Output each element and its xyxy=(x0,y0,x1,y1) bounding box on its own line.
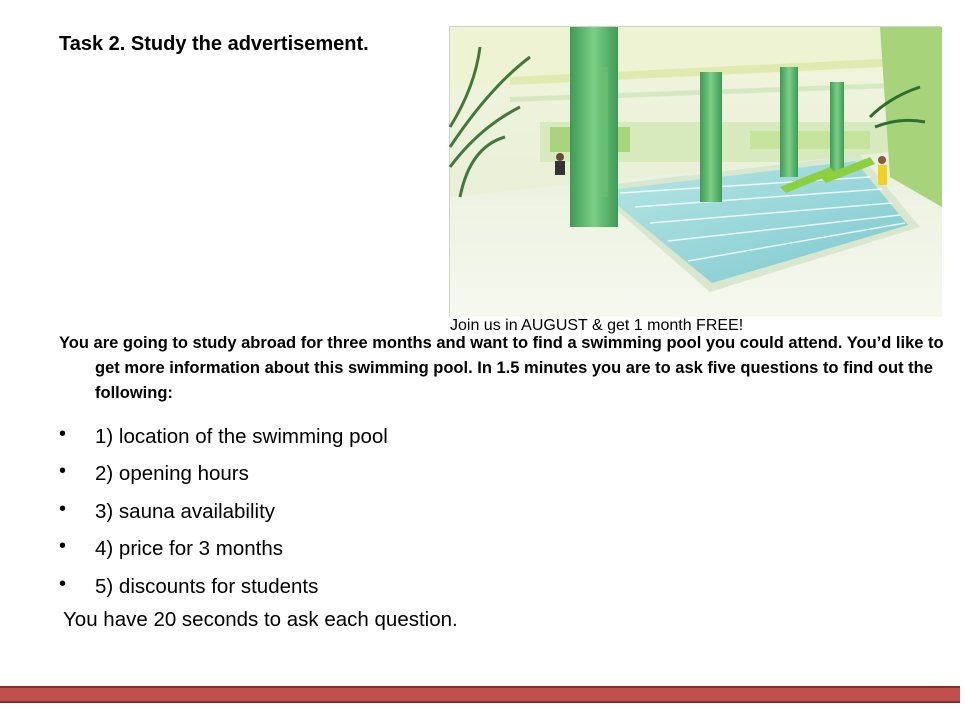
advertisement-image xyxy=(449,26,941,334)
list-item xyxy=(59,572,388,609)
task-instructions: You are going to study abroad for three months and want to find a swimming pool you could attend. You’d like to get more information about this swimming pool. In 1.5 minutes you are to ask five questions to find out the following: xyxy=(59,334,944,402)
footer-accent-bar xyxy=(0,686,960,703)
list-item-text: 1) location of the swimming pool xyxy=(95,425,388,448)
bullet-icon: • xyxy=(59,535,67,558)
list-item-text: 5) discounts for students xyxy=(95,574,319,598)
question-list xyxy=(59,422,388,609)
bullet-icon: • xyxy=(59,423,67,445)
list-item-text: 4) price for 3 months xyxy=(95,537,283,561)
list-item-text: 2) opening hours xyxy=(95,462,249,486)
bullet-icon: • xyxy=(59,497,67,520)
list-item xyxy=(59,497,388,534)
list-item xyxy=(59,534,388,571)
task-title: Task 2. Study the advertisement. xyxy=(59,33,369,55)
list-item xyxy=(59,459,388,496)
pool-illustration xyxy=(450,27,942,317)
time-instruction: You have 20 seconds to ask each question. xyxy=(63,608,458,631)
list-item xyxy=(59,422,388,459)
bullet-icon: • xyxy=(59,572,67,595)
bullet-icon: • xyxy=(59,460,67,483)
advertisement-caption: Join us in AUGUST & get 1 month FREE! xyxy=(450,317,744,334)
list-item-text: 3) sauna availability xyxy=(95,499,276,523)
